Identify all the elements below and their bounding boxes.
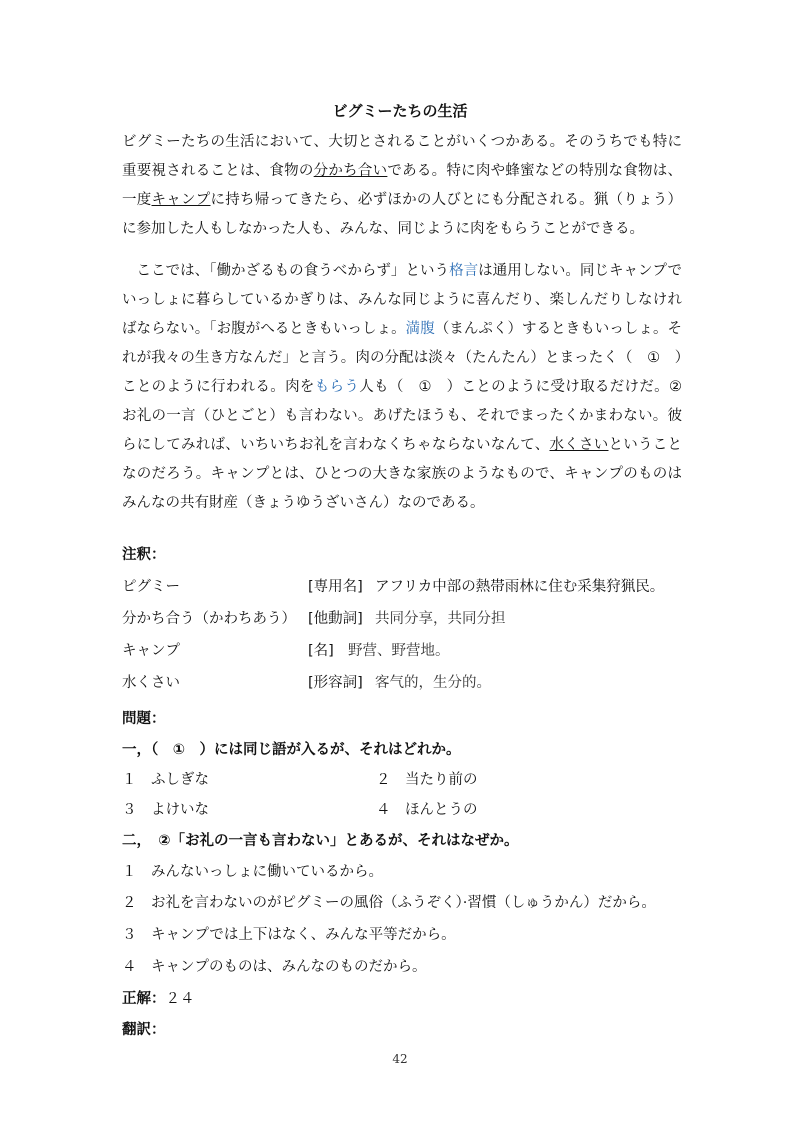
q1-option-4: ４ ほんとうの [376, 802, 478, 818]
document-title: ビグミーたちの生活 [332, 102, 468, 120]
note-def: 客气的，生分的。 [375, 675, 491, 691]
q2-option-3: ３ キャンプでは上下はなく、みんな平等だから。 [122, 927, 456, 943]
q2-option-2: ２ お礼を言わないのがピグミーの風俗（ふうぞく）·習慣（しゅうかん）だから。 [122, 895, 656, 911]
q1-option-3: ３ よけいな [122, 802, 209, 818]
paragraph-2 [122, 257, 682, 518]
note-row [122, 639, 682, 663]
note-term: 水くさい [122, 675, 180, 691]
para2-text-5: ということなのだろう。キャンプとは、ひとつの大きな家族のようなもので、キャンプのものはみんなの共有財産（きょうゆうざいさん）なのである。 [122, 437, 683, 511]
para1-text-1: ビグミーたちの生活において、大切とされることがいくつかある。そのうちでも特に重要視されることは、食物の [122, 134, 682, 179]
note-def: 野营、野营地。 [348, 643, 450, 659]
para2-text-3: （まんぷく）するときもいっしょ。それが我々の生き方なんだ」と言う。肉の分配は淡々（たんたん）とまったく（ ① ）ことのように行われる。肉を [122, 321, 683, 395]
note-term: ピグミー [122, 579, 180, 595]
note-pos: [専用名] [308, 579, 363, 595]
q2-option-1: １ みんないっしょに働いているから。 [122, 864, 383, 880]
para2-blue-1: 格言 [449, 263, 479, 279]
page-number: 42 [392, 1052, 408, 1066]
para1-underline-1: 分かち合い [313, 163, 388, 179]
para2-blue-2: 満腹 [405, 321, 435, 337]
note-def: アフリカ中部の熱帯雨林に住む采集狩猟民。 [375, 579, 665, 595]
para1-text-3: に持ち帰ってきたら、必ずほかの人びとにも分配される。猟（りょう）に参加した人もしなかった人も、みんな、同じように肉をもらうことができる。 [122, 192, 683, 237]
note-row [122, 671, 682, 695]
note-pos: [他動詞] [308, 611, 363, 627]
q1-option-1: １ ふしぎな [122, 772, 209, 788]
note-term: 分かち合う（かわちあう） [122, 611, 296, 627]
q1-option-2: ２ 当たり前の [376, 772, 478, 788]
note-term: キャンプ [122, 643, 180, 659]
para1-text-2: である。特に肉や蜂蜜などの特別な食物は、一度 [122, 163, 683, 208]
para2-text-4: 人も（ ① ）ことのように受け取るだけだ。②お礼の一言（ひとごと）も言わない。あげたほうも、それでまったくかまわない。彼らにしてみれば、いちいちお礼を言わなくちゃならないなんて、 [122, 379, 683, 453]
answer-label: 正解： [122, 991, 166, 1007]
para2-text-1: ここでは、「働かざるもの食うべからず」という [136, 263, 450, 279]
note-pos: [名] [308, 643, 334, 659]
note-row [122, 607, 682, 631]
para2-blue-3: もらう [314, 379, 360, 395]
q2-option-4: ４ キャンプのものは、みんなのものだから。 [122, 959, 427, 975]
questions-label: 問題： [122, 711, 166, 727]
para2-underline-1: 水くさい [549, 437, 609, 453]
question-2: 二， ②「お礼の一言も言わない」とあるが、それはなぜか。 [122, 833, 519, 849]
note-def: 共同分享，共同分担 [375, 611, 506, 627]
para1-underline-2: キャンプ [151, 192, 211, 208]
note-row [122, 575, 682, 599]
answer-value: ２４ [165, 991, 195, 1007]
note-pos: [形容詞] [308, 675, 363, 691]
question-1: 一，（ ① ）には同じ語が入るが、それはどれか。 [122, 742, 461, 758]
answer-line [122, 987, 195, 1008]
paragraph-1 [122, 128, 682, 244]
translation-label: 翻訳： [122, 1022, 166, 1038]
notes-label: 注釈： [122, 547, 166, 563]
para2-text-2: は通用しない。同じキャンプでいっしょに暮らしているかぎりは、みんな同じように喜んだり、楽しんだりしなければならない。「お腹がへるときもいっしょ。 [122, 263, 683, 337]
